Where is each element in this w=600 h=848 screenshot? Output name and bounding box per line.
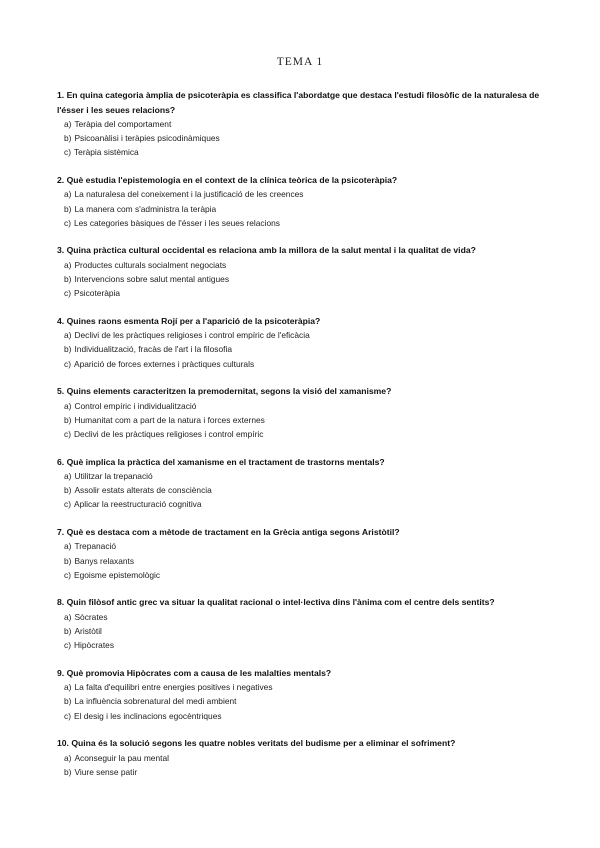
- option-letter: b): [64, 696, 72, 707]
- answer-option: [57, 117, 547, 131]
- answer-option: [57, 709, 547, 723]
- option-text: Aconseguir la pau mental: [74, 752, 169, 763]
- question-body: Què estudia l'epistemologia en el context de la clínica teòrica de la psicoteràpia?: [66, 174, 398, 185]
- question-body: Quina pràctica cultural occidental es relaciona amb la millora de la salut mental i la qualitat de vida?: [66, 245, 476, 256]
- option-text: Sòcrates: [74, 611, 108, 622]
- question-5: [57, 384, 547, 441]
- option-letter: c): [64, 640, 71, 651]
- option-text: Psicoanàlisi i teràpies psicodinàmiques: [74, 133, 220, 144]
- question-number: 5.: [57, 386, 65, 397]
- question-number: 6.: [57, 456, 65, 467]
- option-text: Les categories bàsiques de l'ésser i les seues relacions: [73, 217, 280, 228]
- question-1: [57, 88, 547, 160]
- question-6: [57, 455, 547, 512]
- answer-option: [57, 469, 547, 483]
- answer-option: [57, 638, 547, 652]
- question-number: 2.: [57, 174, 65, 185]
- answer-option: [57, 399, 547, 413]
- answer-option: [57, 342, 547, 356]
- question-body: Quines raons esmenta Rojí per a l'aparició de la psicoteràpia?: [66, 315, 321, 326]
- option-letter: b): [64, 766, 72, 777]
- option-letter: c): [64, 569, 71, 580]
- option-letter: b): [64, 274, 72, 285]
- question-body: Quin filòsof antic grec va situar la qualitat racional o intel·lectiva dins l'ànima com el centre dels sentits?: [66, 597, 495, 608]
- question-body: Què implica la pràctica del xamanisme en el tractament de trastorns mentals?: [66, 456, 385, 467]
- option-letter: b): [64, 203, 72, 214]
- answer-option: [57, 357, 547, 371]
- answer-option: [57, 413, 547, 427]
- option-letter: b): [64, 133, 72, 144]
- question-8: [57, 595, 547, 652]
- answer-option: [57, 483, 547, 497]
- option-letter: b): [64, 414, 72, 425]
- option-text: Intervencions sobre salut mental antigues: [74, 274, 230, 285]
- answer-option: [57, 610, 547, 624]
- option-letter: c): [64, 429, 71, 440]
- option-text: Declivi de les pràctiques religioses i control empíric de l'eficàcia: [74, 330, 310, 341]
- option-letter: c): [64, 217, 71, 228]
- question-number: 4.: [57, 315, 65, 326]
- question-list: [57, 88, 547, 792]
- option-list: [57, 610, 547, 653]
- question-number: 3.: [57, 245, 65, 256]
- option-text: Aristòtil: [74, 626, 102, 637]
- answer-option: [57, 187, 547, 201]
- question-2: [57, 173, 547, 230]
- option-letter: b): [64, 555, 72, 566]
- question-text: [57, 595, 547, 610]
- question-number: 1.: [57, 90, 65, 100]
- option-text: Hipòcrates: [73, 640, 115, 651]
- answer-option: [57, 554, 547, 568]
- option-text: Viure sense patir: [74, 766, 138, 777]
- question-text: [57, 455, 547, 470]
- option-text: El desig i les inclinacions egocèntriques: [73, 710, 222, 721]
- option-letter: a): [64, 611, 72, 622]
- option-list: [57, 117, 547, 160]
- option-text: Psicoteràpia: [73, 288, 121, 299]
- question-text: [57, 525, 547, 540]
- option-text: Teràpia del comportament: [74, 119, 172, 129]
- option-list: [57, 751, 547, 779]
- option-text: Productes culturals socialment negociats: [74, 259, 227, 270]
- option-letter: a): [64, 682, 72, 693]
- option-letter: b): [64, 344, 72, 355]
- option-text: La falta d'equilibri entre energies positives i negatives: [74, 682, 273, 693]
- answer-option: [57, 624, 547, 638]
- option-text: Assolir estats alterats de consciència: [74, 485, 212, 496]
- option-text: Control empíric i individualització: [74, 400, 197, 411]
- question-text: [57, 384, 547, 399]
- question-text: [57, 314, 547, 329]
- option-letter: a): [64, 259, 72, 270]
- option-list: [57, 328, 547, 371]
- option-text: Trepanació: [74, 541, 117, 552]
- question-text: [57, 173, 547, 188]
- option-text: Banys relaxants: [74, 555, 135, 566]
- question-text: [57, 736, 547, 751]
- question-7: [57, 525, 547, 582]
- answer-option: [57, 694, 547, 708]
- option-letter: a): [64, 330, 72, 341]
- option-letter: c): [64, 499, 71, 510]
- question-number: 10.: [57, 738, 69, 749]
- option-text: La manera com s'administra la teràpia: [74, 203, 217, 214]
- answer-option: [57, 539, 547, 553]
- option-letter: c): [64, 147, 71, 158]
- page-title: TEMA 1: [276, 56, 324, 68]
- question-body: Quina és la solució segons les quatre nobles veritats del budisme per a eliminar el sofriment?: [71, 738, 456, 749]
- option-list: [57, 187, 547, 230]
- question-body: Què promovia Hipòcrates com a causa de les malalties mentals?: [66, 667, 332, 678]
- option-letter: c): [64, 710, 71, 721]
- option-letter: c): [64, 288, 71, 299]
- option-letter: b): [64, 485, 72, 496]
- question-9: [57, 666, 547, 723]
- option-letter: a): [64, 471, 72, 482]
- question-body: Què es destaca com a mètode de tractament en la Grècia antiga segons Aristòtil?: [66, 526, 400, 537]
- answer-option: [57, 328, 547, 342]
- option-text: Teràpia sistèmica: [73, 147, 139, 158]
- question-text: [57, 88, 547, 117]
- option-letter: a): [64, 119, 72, 129]
- answer-option: [57, 258, 547, 272]
- option-letter: a): [64, 189, 72, 200]
- option-list: [57, 258, 547, 301]
- option-letter: a): [64, 752, 72, 763]
- option-text: Egoisme epistemològic: [73, 569, 161, 580]
- answer-option: [57, 497, 547, 511]
- answer-option: [57, 568, 547, 582]
- answer-option: [57, 131, 547, 145]
- option-list: [57, 539, 547, 582]
- option-letter: a): [64, 541, 72, 552]
- question-number: 7.: [57, 526, 65, 537]
- question-body: En quina categoria àmplia de psicoteràpia es classifica l'abordatge que destaca l'estudi filosòfic de la naturalesa de l'ésser i les seues relacions?: [57, 90, 540, 115]
- option-text: Aparició de forces externes i pràctiques culturals: [73, 358, 255, 369]
- option-text: Individualització, fracàs de l'art i la filosofia: [74, 344, 232, 355]
- option-letter: b): [64, 626, 72, 637]
- answer-option: [57, 286, 547, 300]
- answer-option: [57, 765, 547, 779]
- question-4: [57, 314, 547, 371]
- option-list: [57, 399, 547, 442]
- option-letter: a): [64, 400, 72, 411]
- option-list: [57, 680, 547, 723]
- option-text: Declivi de les pràctiques religioses i control empíric: [73, 429, 264, 440]
- option-text: La naturalesa del coneixement i la justificació de les creences: [74, 189, 304, 200]
- option-list: [57, 469, 547, 512]
- question-text: [57, 666, 547, 681]
- answer-option: [57, 751, 547, 765]
- answer-option: [57, 272, 547, 286]
- question-body: Quins elements caracteritzen la premodernitat, segons la visió del xamanisme?: [66, 386, 392, 397]
- option-text: Aplicar la reestructuració cognitiva: [73, 499, 202, 510]
- option-text: Humanitat com a part de la natura i forces externes: [74, 414, 265, 425]
- option-text: Utilitzar la trepanació: [74, 471, 153, 482]
- option-letter: c): [64, 358, 71, 369]
- question-number: 9.: [57, 667, 65, 678]
- answer-option: [57, 680, 547, 694]
- answer-option: [57, 145, 547, 159]
- answer-option: [57, 427, 547, 441]
- question-10: [57, 736, 547, 779]
- question-3: [57, 243, 547, 300]
- question-text: [57, 243, 547, 258]
- answer-option: [57, 216, 547, 230]
- option-text: La influència sobrenatural del medi ambient: [74, 696, 237, 707]
- answer-option: [57, 202, 547, 216]
- question-number: 8.: [57, 597, 65, 608]
